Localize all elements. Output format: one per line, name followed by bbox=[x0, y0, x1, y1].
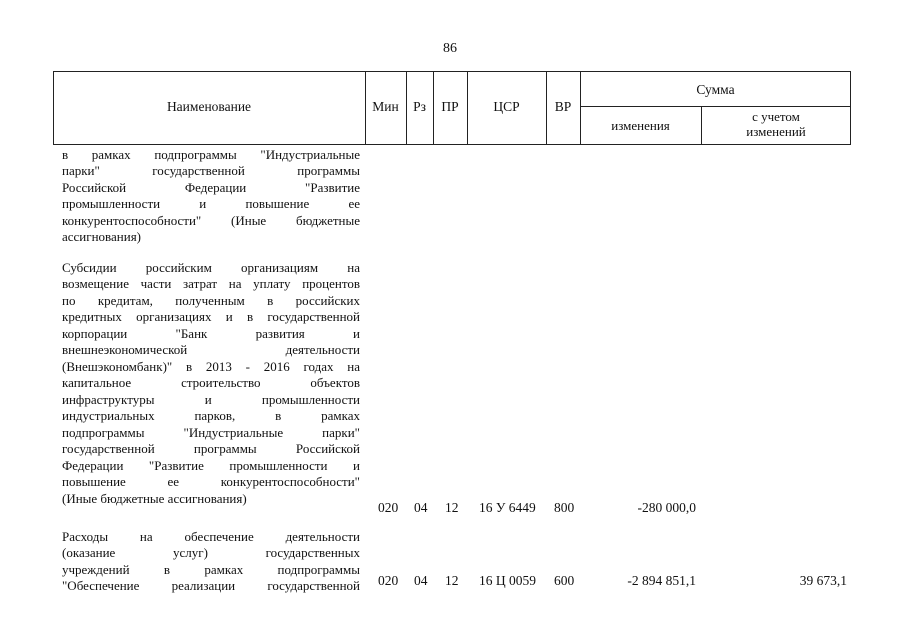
cell-csr: 16 У 6449 bbox=[479, 500, 536, 515]
row-name-line: внешнеэкономической деятельности bbox=[62, 342, 360, 357]
header-rz: Рз bbox=[413, 99, 426, 114]
row-name-line: (Иные бюджетные ассигнования) bbox=[62, 491, 247, 506]
row-name-line: (Внешэкономбанк)" в 2013 - 2016 годах на bbox=[62, 359, 360, 374]
header-with-change-1: с учетом bbox=[752, 109, 800, 124]
row-name-line: возмещение части затрат на уплату процентов bbox=[62, 276, 360, 291]
cell-rz: 04 bbox=[414, 500, 428, 515]
page-number: 86 bbox=[443, 41, 457, 56]
row-name-line: Российской Федерации "Развитие bbox=[62, 180, 360, 195]
row-name-line: повышение ее конкурентоспособности" bbox=[62, 474, 360, 489]
header-name: Наименование bbox=[166, 99, 252, 114]
row-name-line: корпорации "Банк развития и bbox=[62, 326, 360, 341]
row-name-line: Субсидии российским организациям на bbox=[62, 260, 360, 275]
header-csr: ЦСР bbox=[493, 99, 520, 114]
header-min: Мин bbox=[372, 99, 399, 114]
cell-rz: 04 bbox=[414, 573, 428, 588]
cell-pr: 12 bbox=[445, 573, 459, 588]
cell-min: 020 bbox=[378, 573, 399, 588]
row-name-line: Расходы на обеспечение деятельности bbox=[62, 529, 360, 544]
header-pr: ПР bbox=[441, 99, 459, 114]
row-name-line: промышленности и повышение ее bbox=[62, 196, 360, 211]
row-name-line: инфраструктуры и промышленности bbox=[62, 392, 360, 407]
row-name-line: в рамках подпрограммы "Индустриальные bbox=[62, 147, 360, 162]
cell-min: 020 bbox=[378, 500, 399, 515]
row-name-line: учреждений в рамках подпрограммы bbox=[62, 562, 360, 577]
row-name-line: (оказание услуг) государственных bbox=[62, 545, 360, 560]
header-change: изменения bbox=[611, 118, 670, 133]
row-name-line: подпрограммы "Индустриальные парки" bbox=[62, 425, 360, 440]
row-name-line: "Обеспечение реализации государственной bbox=[62, 578, 360, 593]
header-with-change-2: изменений bbox=[746, 124, 806, 139]
cell-vr: 800 bbox=[554, 500, 575, 515]
row-name-line: кредитных организациях и в государственной bbox=[62, 309, 360, 324]
header-top-border bbox=[53, 71, 851, 72]
cell-vr: 600 bbox=[554, 573, 575, 588]
header-vr: ВР bbox=[554, 99, 572, 114]
row-name-line: парки" государственной программы bbox=[62, 163, 360, 178]
cell-total: 39 673,1 bbox=[799, 573, 847, 588]
row-name-line: индустриальных парков, в рамках bbox=[62, 408, 360, 423]
cell-change: -2 894 851,1 bbox=[627, 573, 696, 588]
row-name-line: ассигнования) bbox=[62, 229, 142, 244]
cell-pr: 12 bbox=[445, 500, 459, 515]
header-sum: Сумма bbox=[696, 82, 735, 97]
row-name-line: по кредитам, полученным в российских bbox=[62, 293, 360, 308]
sum-divider bbox=[580, 106, 851, 107]
row-name-line: государственной программы Российской bbox=[62, 441, 360, 456]
row-name-line: Федерации "Развитие промышленности и bbox=[62, 458, 360, 473]
cell-csr: 16 Ц 0059 bbox=[479, 573, 536, 588]
header-bottom-border bbox=[53, 144, 851, 145]
row-name-line: капитальное строительство объектов bbox=[62, 375, 360, 390]
row-name-line: конкурентоспособности" (Иные бюджетные bbox=[62, 213, 360, 228]
cell-change: -280 000,0 bbox=[637, 500, 696, 515]
